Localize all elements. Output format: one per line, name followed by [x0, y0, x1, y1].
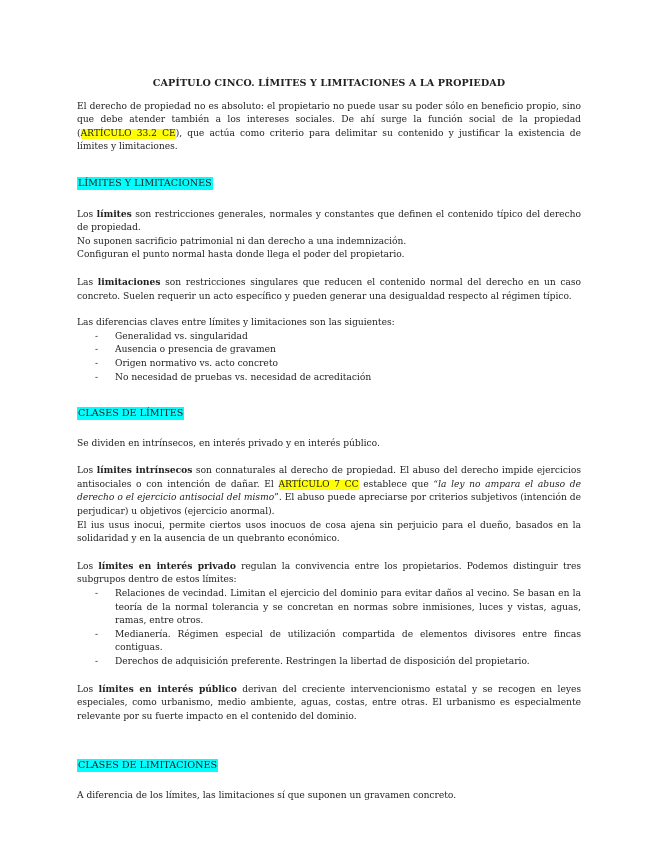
term-limites-intrinsecos: límites intrínsecos — [96, 465, 193, 477]
text-fragment: son restricciones singulares que reducen el contenido normal del derecho en un caso concreto. Suelen requerir un acto específico y pueden generar una desigualdad respecto al régimen típico. — [77, 277, 581, 302]
article-7-highlight: ARTÍCULO 7 CC — [278, 479, 359, 490]
division-sentence: Se dividen en intrínsecos, en interés privado y en interés público. — [77, 438, 380, 449]
text-fragment: Los — [77, 684, 99, 695]
text-fragment: derivan del creciente intervencionismo estatal y se recogen en leyes especiales, como urbanismo, medio ambiente, aguas, costas, entre otras. El urbanismo es especialmente relevante por su fuerte impacto en el contenido del dominio. — [77, 684, 582, 722]
limitaciones-definition — [77, 276, 581, 304]
text-fragment: son restricciones generales, normales y constantes que definen el contenido típico del derecho de propiedad. — [77, 209, 581, 234]
text-fragment: Los — [77, 209, 97, 220]
differences-list — [77, 331, 581, 385]
text-fragment: Los — [77, 561, 99, 572]
term-limitaciones: limitaciones — [97, 276, 161, 288]
list-item: - Derechos de adquisición preferente. Restringen la libertad de disposición del propietario. — [95, 656, 581, 670]
text-fragment: son connaturales al derecho de propiedad. El abuso del derecho impide ejercicios antisociales o con intención de dañar. El — [77, 466, 582, 490]
differences-intro: Las diferencias claves entre límites y limitaciones son las siguientes: — [77, 318, 395, 329]
term-limites-interes-publico: límites en interés público — [98, 683, 237, 695]
limites-line-2: No suponen sacrificio patrimonial ni dan derecho a una indemnización. — [77, 236, 407, 247]
intro-paragraph — [77, 101, 581, 155]
text-fragment: ”. El abuso puede apreciarse por criterios subjetivos (intención de perjudicar) u objetivos (ejercicio anormal). — [77, 493, 581, 518]
text-fragment: Los — [77, 466, 97, 477]
limites-publico-paragraph — [77, 683, 581, 725]
limites-privado-paragraph — [77, 560, 581, 588]
text-fragment: establece que “ — [358, 479, 439, 490]
list-item: - Generalidad vs. singularidad — [95, 331, 581, 345]
list-item: - Medianería. Régimen especial de utilización compartida de elementos divisores entre fincas contiguas. — [95, 629, 581, 656]
private-limits-list — [77, 588, 581, 670]
section-heading-clases-de-limitaciones: CLASES DE LIMITACIONES — [78, 760, 218, 772]
list-item: - Ausencia o presencia de gravamen — [95, 344, 581, 358]
text-fragment: Las — [77, 277, 98, 288]
limitaciones-sentence: A diferencia de los límites, las limitaciones sí que suponen un gravamen concreto. — [77, 790, 457, 801]
list-item: - No necesidad de pruebas vs. necesidad de acreditación — [95, 372, 581, 386]
list-item: - Origen normativo vs. acto concreto — [95, 358, 581, 372]
chapter-title: CAPÍTULO CINCO. LÍMITES Y LIMITACIONES A LA PROPIEDAD — [152, 78, 506, 89]
intro-text: El derecho de propiedad no es absoluto: el propietario no puede usar su poder sólo en beneficio propio, sino que debe atender también a los intereses sociales. De ahí surge la función social de la propiedad ( — [77, 101, 581, 139]
term-limites: límites — [96, 208, 132, 220]
article-7-quote: la ley no ampara el abuso de derecho o el ejercicio antisocial del mismo — [77, 479, 582, 504]
section-heading-limites-y-limitaciones: LÍMITES Y LIMITACIONES — [78, 177, 212, 189]
text-fragment: regulan la convivencia entre los propietarios. Podemos distinguir tres subgrupos dentro de estos límites: — [77, 561, 581, 586]
section-heading-clases-de-limites: CLASES DE LÍMITES — [78, 408, 184, 420]
ius-usus-paragraph: El ius usus inocui, permite ciertos usos inocuos de cosa ajena sin perjuicio para el dueño, basados en la solidaridad y en la ausencia de un quebranto económico. — [77, 520, 581, 545]
limites-definition — [77, 208, 581, 236]
intro-text-end: ), que actúa como criterio para delimitar su contenido y justificar la existencia de límites y limitaciones. — [77, 128, 581, 153]
article-33-highlight: ARTÍCULO 33.2 CE — [80, 128, 176, 139]
limites-line-3: Configuran el punto normal hasta donde llega el poder del propietario. — [77, 250, 405, 261]
list-item: - Relaciones de vecindad. Limitan el ejercicio del dominio para evitar daños al vecino. Se basan en la teoría de la normal tolerancia y se concretan en normas sobre inmisiones, luces y vistas, aguas, ramas, entre otros. — [95, 588, 581, 629]
limites-intrinsecos-paragraph — [77, 464, 581, 519]
term-limites-interes-privado: límites en interés privado — [98, 560, 236, 572]
